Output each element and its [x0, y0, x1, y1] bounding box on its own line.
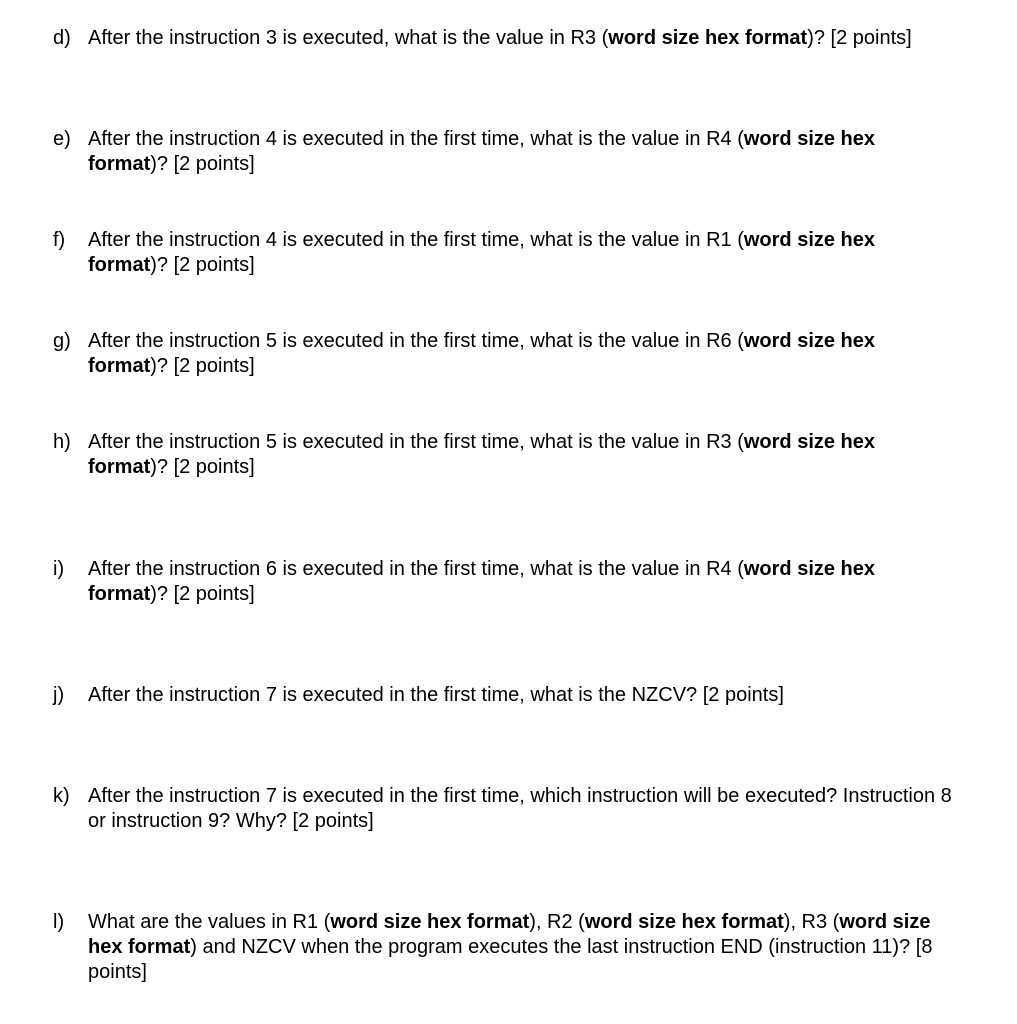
question-text: After the instruction 7 is executed in the first time, which instruction will be executed? Instruction 8 or instruction 9? Why? [2 points]: [88, 785, 952, 832]
question-label: g): [53, 330, 71, 352]
question-label: f): [53, 229, 66, 251]
question-k: [53, 784, 953, 834]
question-l: [53, 910, 953, 985]
question-text: After the instruction 5 is executed in the first time, what is the value in R3 (word size hex format)? [2 points]: [88, 431, 876, 478]
question-j: [53, 683, 953, 708]
question-label: d): [53, 27, 71, 49]
question-text: After the instruction 5 is executed in the first time, what is the value in R6 (word size hex format)? [2 points]: [88, 330, 876, 377]
question-text: After the instruction 4 is executed in the first time, what is the value in R1 (word size hex format)? [2 points]: [88, 229, 876, 276]
question-label: l): [53, 911, 65, 933]
question-text: After the instruction 7 is executed in the first time, what is the NZCV? [2 points]: [88, 684, 784, 706]
question-d: [53, 26, 953, 51]
question-i: [53, 557, 953, 607]
question-label: i): [53, 558, 65, 580]
question-label: e): [53, 128, 71, 150]
question-text: After the instruction 4 is executed in the first time, what is the value in R4 (word size hex format)? [2 points]: [88, 128, 876, 175]
question-text: After the instruction 3 is executed, what is the value in R3 (word size hex format)? [2 points]: [88, 27, 912, 49]
question-e: [53, 127, 953, 177]
question-f: [53, 228, 953, 278]
question-g: [53, 329, 953, 379]
question-text: After the instruction 6 is executed in the first time, what is the value in R4 (word size hex format)? [2 points]: [88, 558, 876, 605]
question-label: h): [53, 431, 71, 453]
question-h: [53, 430, 953, 480]
question-label: j): [53, 684, 65, 706]
question-text: What are the values in R1 (word size hex format), R2 (word size hex format), R3 (word size hex format) and NZCV when the program executes the last instruction END (instruction 11)? [8 points]: [88, 911, 933, 983]
question-label: k): [53, 785, 70, 807]
